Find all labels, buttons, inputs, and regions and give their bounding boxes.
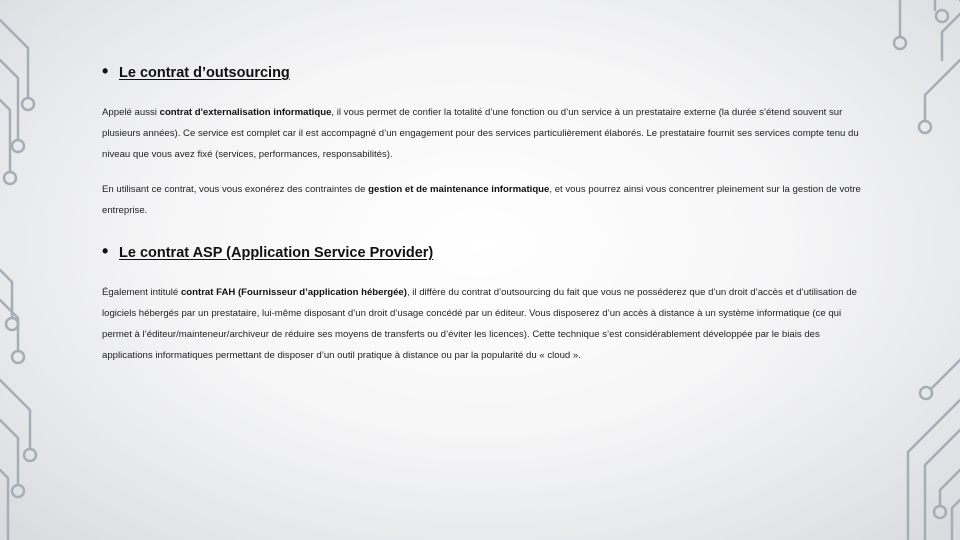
circuit-trace — [0, 300, 18, 350]
circuit-node — [12, 485, 24, 497]
circuit-trace — [0, 60, 18, 140]
circuit-node — [919, 121, 931, 133]
heading-text: Le contrat ASP (Application Service Provider) — [119, 245, 434, 261]
circuit-node — [920, 387, 932, 399]
paragraph-outsourcing-benefits — [102, 179, 872, 221]
circuit-trace — [0, 20, 28, 98]
circuit-trace — [940, 470, 960, 506]
text-run: , et vous pourrez ainsi vous concentrer pleinement sur la gestion de votre entreprise. — [102, 184, 861, 216]
text-run: , il diffère du contrat d’outsourcing du fait que vous ne posséderez que d’un droit d’accès et d’utilisation de logiciels hébergés par un prestataire, lui-même disposant d’un droit d’usage concédé par un éditeur. Vous disposerez d’un accès à distance à un système informatique (ce qui permet à l’éditeur/mainteneur/archiveur de réduire ses moyens de transferts ou d’éviter les licences). Cette technique s’est considérablement développée par le biais des applications informatiques permettant de disposer d’un outil pratique à distance ou par la popularité du « cloud ». — [102, 287, 857, 361]
text-run: , il vous permet de confier la totalité d’une fonction ou d’un service à un prestataire externe (la durée s’étend souvent sur plusieurs années). Ce service est complet car il est accompagné d’un engagement pour des services particulièrement élaborés. Le prestataire fournit ses services compte tenu du niveau que vous avez fixé (services, performances, responsabilités). — [102, 107, 859, 160]
circuit-trace — [0, 420, 18, 484]
heading-text: Le contrat d’outsourcing — [119, 65, 290, 81]
circuit-node — [12, 140, 24, 152]
circuit-trace — [908, 400, 960, 540]
circuit-trace — [952, 500, 960, 540]
text-run: En utilisant ce contrat, vous vous exonérez des contraintes de — [102, 184, 369, 195]
circuit-node — [894, 37, 906, 49]
circuit-trace — [0, 270, 12, 318]
section-heading-outsourcing — [102, 62, 290, 81]
circuit-trace — [925, 430, 960, 540]
bold-term: contrat FAH (Fournisseur d’application hébergée) — [180, 287, 407, 298]
circuit-node — [24, 449, 36, 461]
circuit-trace — [0, 470, 8, 540]
bullet-icon: • — [102, 61, 109, 81]
circuit-node — [22, 98, 34, 110]
bold-term: gestion et de maintenance informatique — [368, 184, 550, 195]
circuit-trace — [925, 60, 960, 120]
circuit-trace — [0, 380, 30, 448]
circuit-node — [934, 506, 946, 518]
circuit-node — [12, 351, 24, 363]
text-run: Également intitulé — [102, 287, 181, 298]
circuit-node — [4, 172, 16, 184]
circuit-trace — [935, 0, 960, 60]
circuit-node — [936, 10, 948, 22]
paragraph-asp-definition — [102, 282, 872, 366]
text-run: Appelé aussi — [102, 107, 160, 118]
section-heading-asp — [102, 242, 433, 261]
circuit-node — [6, 318, 18, 330]
paragraph-outsourcing-definition — [102, 102, 872, 165]
bold-term: contrat d'externalisation informatique — [159, 107, 332, 118]
bullet-icon: • — [102, 241, 109, 261]
circuit-trace — [0, 100, 10, 172]
circuit-trace — [932, 360, 960, 388]
